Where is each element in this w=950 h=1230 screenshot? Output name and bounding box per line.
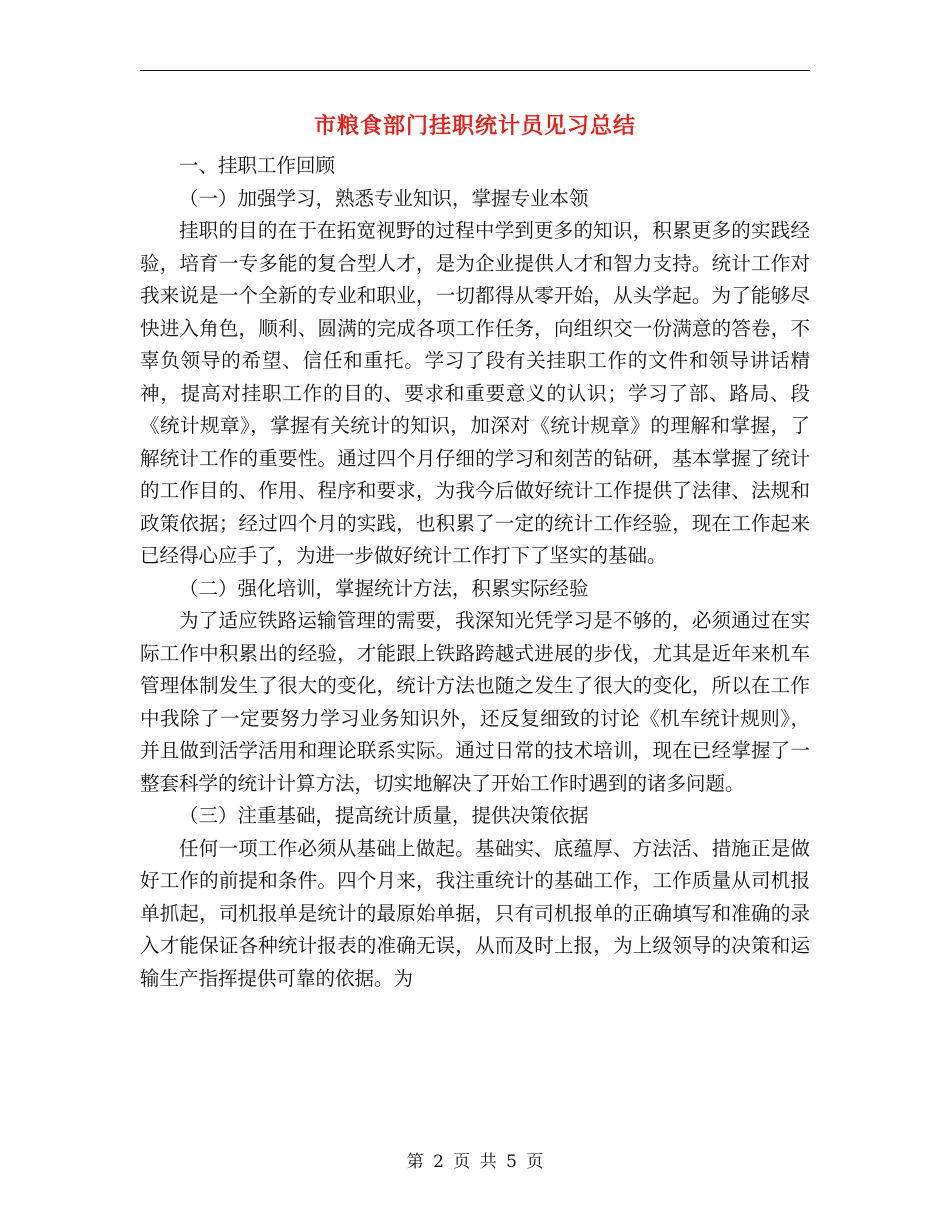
document-title: 市粮食部门挂职统计员见习总结: [313, 113, 636, 139]
subsection-heading: （一）加强学习，熟悉专业知识，掌握专业本领: [179, 186, 589, 210]
document-body: [140, 150, 810, 995]
subsection-heading: （三）注重基础，提高统计质量，提供决策依据: [179, 804, 589, 827]
body-paragraph: 为了适应铁路运输管理的需要，我深知光凭学习是不够的，必须通过在实际工作中积累出的经验，才能跟上铁路跨越式进展的步伐，尤其是近年来机车管理体制发生了很大的变化，统计方法也随之发生了很大的变化，所以在工作中我除了一定要努力学习业务知识外，还反复细致的讨论《机车统计规则》，并且做到活学活用和理论联系实际。通过日常的技术培训，现在已经掌握了一整套科学的统计计算方法，切实地解决了开始工作时遇到的诸多问题。: [140, 609, 810, 795]
body-paragraph: 任何一项工作必须从基础上做起。基础实、底蕴厚、方法活、措施正是做好工作的前提和条件。四个月来，我注重统计的基础工作，工作质量从司机报单抓起，司机报单是统计的最原始单据，只有司机报单的正确填写和准确的录入才能保证各种统计报表的准确无误，从而及时上报，为上级领导的决策和运输生产指挥提供可靠的依据。为: [140, 836, 810, 990]
page-number: 第 2 页 共 5 页: [406, 1152, 544, 1172]
header-rule: [140, 70, 810, 71]
body-paragraph: 挂职的目的在于在拓宽视野的过程中学到更多的知识，积累更多的实践经验，培育一专多能的复合型人才，是为企业提供人才和智力支持。统计工作对我来说是一个全新的专业和职业，一切都得从零开始，从头学起。为了能够尽快进入角色，顺利、圆满的完成各项工作任务，向组织交一份满意的答卷，不辜负领导的希望、信任和重托。学习了段有关挂职工作的文件和领导讲话精神，提高对挂职工作的目的、要求和重要意义的认识；学习了部、路局、段《统计规章》，掌握有关统计的知识，加深对《统计规章》的理解和掌握，了解统计工作的重要性。通过四个月仔细的学习和刻苦的钻研，基本掌握了统计的工作目的、作用、程序和要求，为我今后做好统计工作提供了法律、法规和政策依据；经过四个月的实践，也积累了一定的统计工作经验，现在工作起来已经得心应手了，为进一步做好统计工作打下了坚实的基础。: [140, 219, 810, 567]
section-heading: 一、挂职工作回顾: [179, 154, 336, 177]
subsection-heading: （二）强化培训，掌握统计方法，积累实际经验: [179, 576, 589, 600]
